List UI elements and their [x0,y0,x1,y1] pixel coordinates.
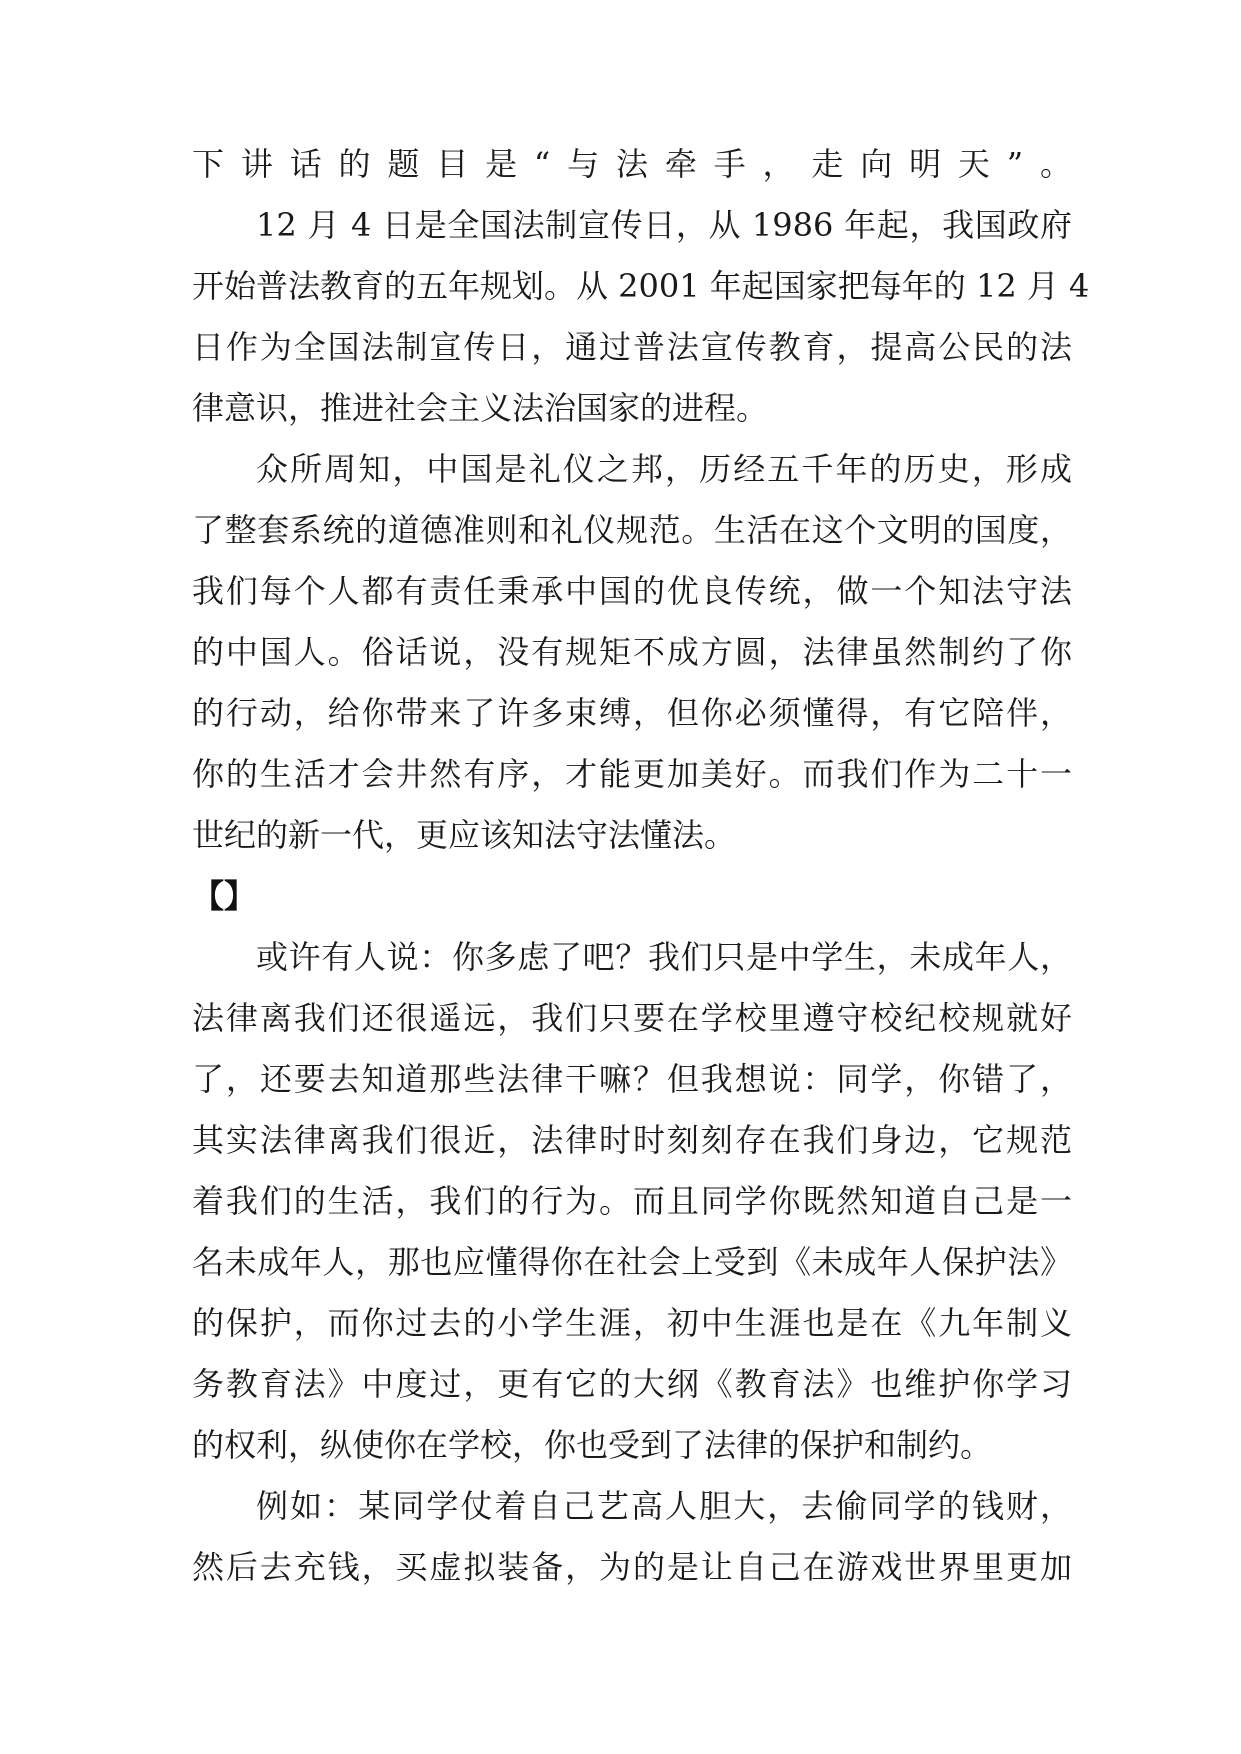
text-line: 众所周知，中国是礼仪之邦，历经五千年的历史，形成 [256,450,1072,488]
text-line: 的中国人。俗话说，没有规矩不成方圆，法律虽然制约了你 [192,633,1072,671]
text-line: 法律离我们还很遥远，我们只要在学校里遵守校纪校规就好 [192,999,1072,1037]
text-line: 了，还要去知道那些法律干嘛？但我想说：同学，你错了， [192,1060,1072,1098]
text-line: 名未成年人，那也应懂得你在社会上受到《未成年人保护法》 [192,1243,1072,1281]
text-line: 其实法律离我们很近，法律时时刻刻存在我们身边，它规范 [192,1121,1072,1159]
section-marker: 【】 [192,877,257,915]
text-line: 律意识，推进社会主义法治国家的进程。 [192,389,769,427]
text-line: 的保护，而你过去的小学生涯，初中生涯也是在《九年制义 [192,1304,1072,1342]
text-line: 你的生活才会井然有序，才能更加美好。而我们作为二十一 [192,755,1072,793]
text-line: 日作为全国法制宣传日，通过普法宣传教育，提高公民的法 [192,328,1072,366]
text-line: 我们每个人都有责任秉承中国的优良传统，做一个知法守法 [192,572,1072,610]
text-line: 务教育法》中度过，更有它的大纲《教育法》也维护你学习 [192,1365,1072,1403]
text-line: 着我们的生活，我们的行为。而且同学你既然知道自己是一 [192,1182,1072,1220]
text-line: 然后去充钱，买虚拟装备，为的是让自己在游戏世界里更加 [192,1548,1072,1586]
text-line: 了整套系统的道德准则和礼仪规范。生活在这个文明的国度， [192,511,1072,549]
text-line: 下讲话的题目是“与法牵手，走向明天”。 [192,145,1072,183]
text-line: 例如：某同学仗着自己艺高人胆大，去偷同学的钱财， [256,1487,1072,1525]
text-line: 的权利，纵使你在学校，你也受到了法律的保护和制约。 [192,1426,993,1464]
text-line: 世纪的新一代，更应该知法守法懂法。 [192,816,737,854]
text-line: 开始普法教育的五年规划。从 2001 年起国家把每年的 12 月 4 [192,267,1090,305]
text-line: 或许有人说：你多虑了吧？我们只是中学生，未成年人， [256,938,1072,976]
text-line: 12 月 4 日是全国法制宣传日，从 1986 年起，我国政府 [256,206,1072,244]
text-line: 的行动，给你带来了许多束缚，但你必须懂得，有它陪伴， [192,694,1072,732]
